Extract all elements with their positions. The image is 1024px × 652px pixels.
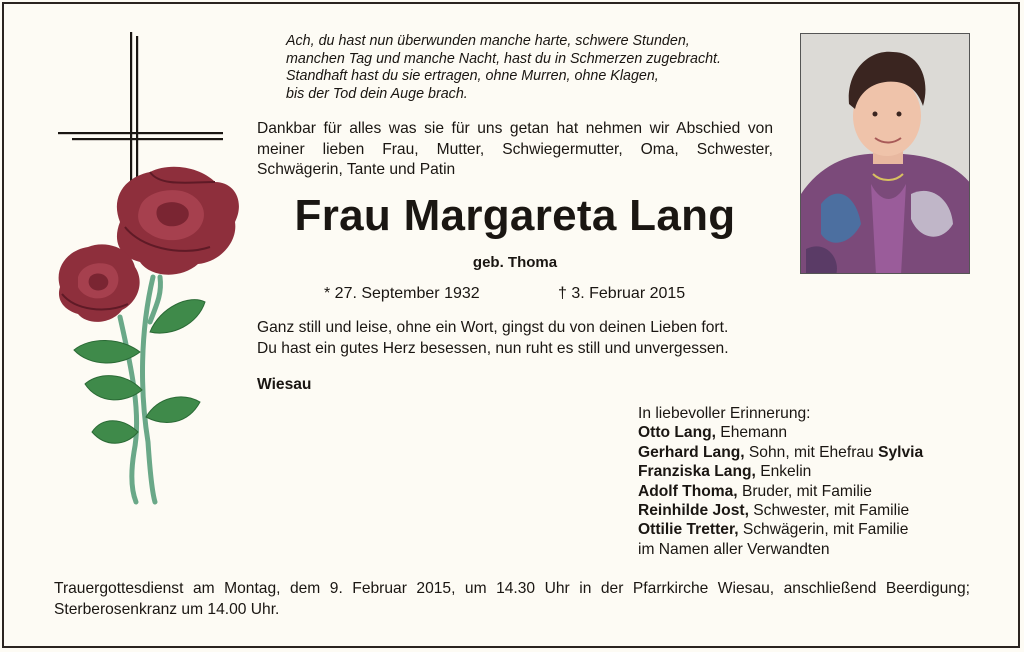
family-closing: im Namen aller Verwandten (638, 540, 830, 558)
service-details: Trauergottesdienst am Montag, dem 9. Februar 2015, um 14.30 Uhr in der Pfarrkirche Wiesau, anschließend Beerdigung; Sterberosenkranz um 14.00 Uhr. (54, 580, 970, 618)
verse-line: Du hast ein gutes Herz besessen, nun ruht es still und unvergessen. (257, 339, 729, 357)
deceased-name: Frau Margareta Lang (294, 191, 736, 240)
member-relation: Sohn, mit Ehefrau (744, 443, 879, 461)
poem-line: Standhaft hast du sie ertragen, ohne Murren, ohne Klagen, (286, 68, 659, 85)
poem-line: manchen Tag und manche Nacht, hast du in Schmerzen zugebracht. (286, 50, 721, 67)
family-member (638, 462, 978, 481)
member-name: Adolf Thoma, (638, 482, 738, 500)
maiden-name: geb. Thoma (472, 254, 558, 271)
member-relation: Schwester, mit Familie (748, 502, 910, 520)
cross-and-roses-illustration (50, 32, 250, 512)
intro-text: Dankbar für alles was sie für uns getan hat nehmen wir Abschied von meiner lieben Frau, Mutter, Schwiegermutter, Oma, Schwester, Schwägerin, Tante und Patin (257, 120, 773, 179)
member-name: Ottilie Tretter, (638, 521, 739, 539)
birth-date: * 27. September 1932 (324, 285, 480, 302)
poem-line: bis der Tod dein Auge brach. (286, 86, 468, 103)
verse-line: Ganz still und leise, ohne ein Wort, gingst du von deinen Lieben fort. (257, 319, 729, 336)
member-name: Reinhilde Jost, (638, 502, 749, 520)
family-heading: In liebevoller Erinnerung: (638, 405, 811, 422)
family-member (638, 482, 978, 501)
rose-flower-large (117, 167, 239, 275)
farewell-verse (257, 318, 817, 359)
member-relation: Enkelin (755, 463, 812, 481)
member-relation: Schwägerin, mit Familie (738, 521, 909, 539)
portrait-photo (800, 33, 970, 274)
cross-icon (58, 32, 223, 187)
member-name: Gerhard Lang, (638, 443, 745, 461)
family-member (638, 520, 978, 539)
member-spouse: Sylvia (878, 443, 924, 461)
rose-flower-small (59, 244, 140, 322)
poem-line: Ach, du hast nun überwunden manche harte, schwere Stunden, (286, 33, 690, 49)
family-member (638, 443, 978, 462)
family-member (638, 501, 978, 520)
family-list (638, 404, 978, 559)
member-relation: Bruder, mit Familie (737, 482, 872, 500)
member-relation: Ehemann (715, 424, 788, 442)
portrait-image (801, 34, 970, 274)
opening-poem (286, 33, 786, 104)
death-date: † 3. Februar 2015 (558, 285, 686, 302)
family-member (638, 423, 978, 442)
member-name: Franziska Lang, (638, 463, 756, 481)
place-name: Wiesau (257, 376, 312, 393)
member-name: Otto Lang, (638, 424, 716, 442)
